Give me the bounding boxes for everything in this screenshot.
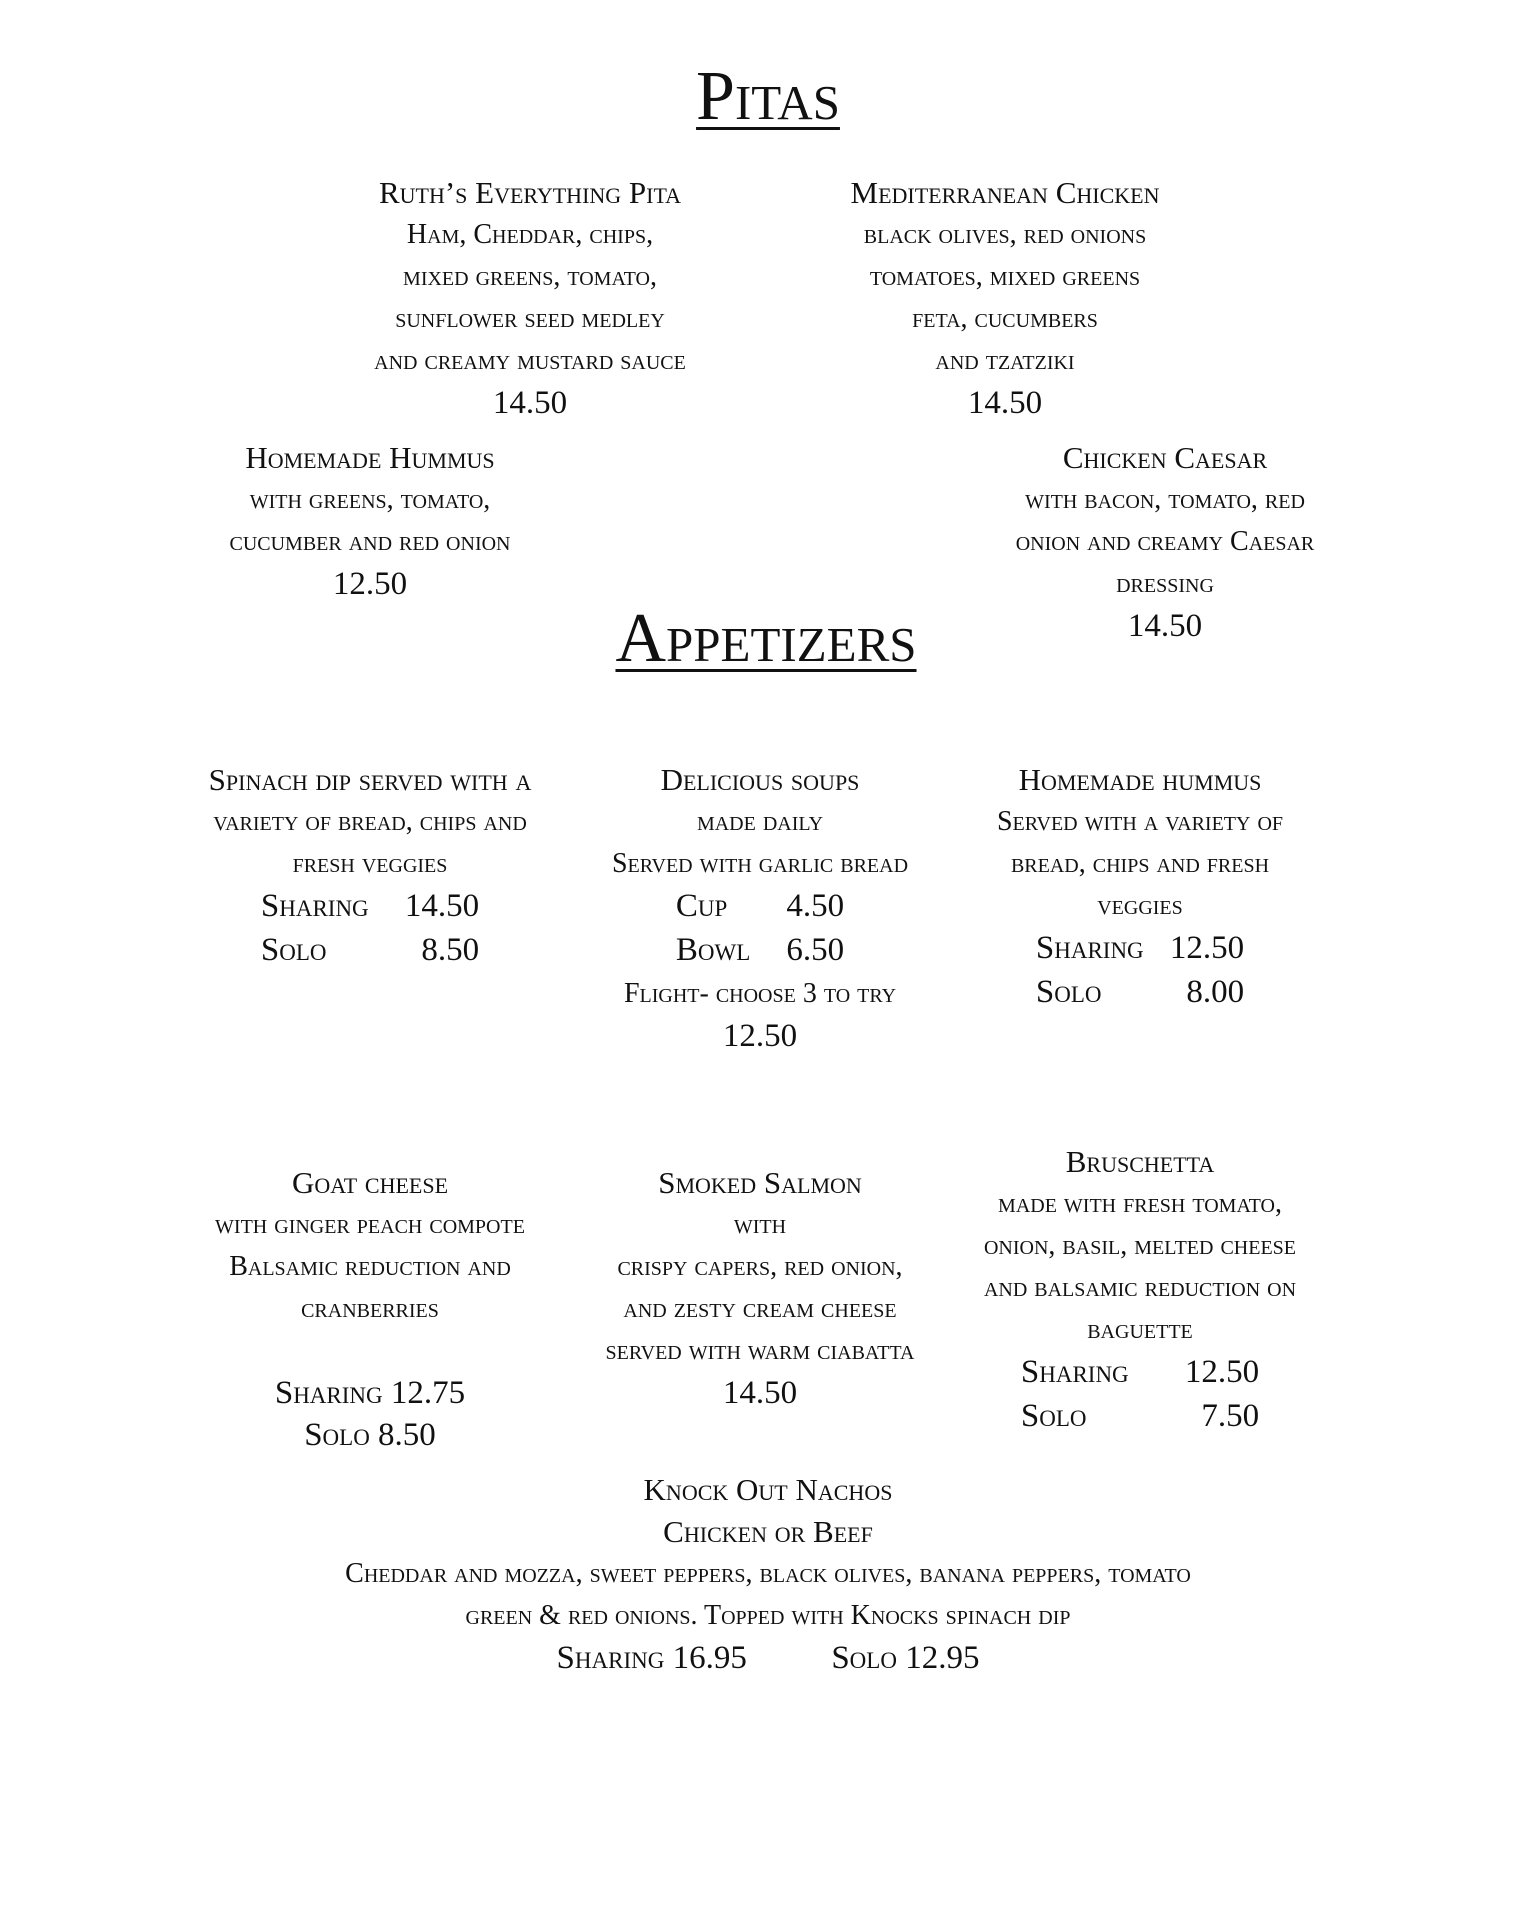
sharing-price-row <box>1036 927 1244 969</box>
item-desc: onion, basil, melted cheese <box>983 1230 1297 1261</box>
item-desc: baguette <box>1087 1314 1193 1345</box>
item-name: Chicken Caesar <box>1062 440 1268 475</box>
item-desc: crispy capers, red onion, <box>617 1251 903 1282</box>
item-name: Goat cheese <box>291 1165 449 1200</box>
item-name: Ruth’s Everything Pita <box>378 175 682 210</box>
item-name: Mediterranean Chicken <box>850 175 1160 210</box>
item-desc: green & red onions. Topped with Knocks spinach dip <box>465 1600 1071 1631</box>
item-desc: served with warm ciabatta <box>605 1335 915 1366</box>
item-desc: black olives, red onions <box>863 219 1147 250</box>
item-price: 14.50 <box>1127 608 1203 644</box>
solo-price-row <box>1036 971 1244 1013</box>
solo-price: Solo 8.50 <box>304 1417 436 1453</box>
solo-price: 8.00 <box>1186 974 1245 1010</box>
item-name: Spinach dip served with a <box>208 762 532 797</box>
item-desc: Cheddar and mozza, sweet peppers, black olives, banana peppers, tomato <box>345 1558 1191 1589</box>
spacer <box>170 1330 570 1372</box>
item-desc: and balsamic reduction on <box>983 1272 1297 1303</box>
item-desc: Ham, Cheddar, chips, <box>406 219 654 250</box>
solo-price: Solo 12.95 <box>831 1640 980 1676</box>
solo-label: Solo <box>1035 974 1102 1010</box>
item-desc: veggies <box>1097 890 1183 921</box>
item-desc: with <box>733 1209 787 1240</box>
item-desc: cucumber and red onion <box>229 526 511 557</box>
sharing-label: Sharing <box>1035 930 1144 966</box>
item-desc: with bacon, tomato, red <box>1025 484 1305 515</box>
item-desc: mixed greens, tomato, <box>403 261 657 292</box>
menu-item-homemade-hummus-appetizer <box>950 759 1330 1015</box>
cup-price: 4.50 <box>786 888 845 924</box>
price-row <box>168 1637 1368 1679</box>
sharing-price: Sharing 12.75 <box>274 1375 466 1411</box>
item-desc: and zesty cream cheese <box>623 1293 897 1324</box>
sharing-price: Sharing 16.95 <box>556 1640 747 1676</box>
menu-item-goat-cheese <box>170 1162 570 1456</box>
sharing-label: Sharing <box>260 888 369 924</box>
item-price: 14.50 <box>967 385 1043 421</box>
item-desc: Served with a variety of <box>996 806 1284 837</box>
item-price: 14.50 <box>492 385 568 421</box>
solo-price-row <box>261 929 479 971</box>
item-name: Homemade hummus <box>1018 762 1262 797</box>
cup-price-row <box>676 885 844 927</box>
sharing-price: 12.50 <box>1184 1354 1260 1390</box>
item-desc: Served with garlic bread <box>611 848 909 879</box>
solo-label: Solo <box>260 932 327 968</box>
menu-item-smoked-salmon <box>565 1162 955 1414</box>
item-desc: onion and creamy Caesar <box>1015 526 1315 557</box>
menu-item-homemade-hummus-pita <box>190 437 550 605</box>
flight-price: 12.50 <box>722 1018 798 1054</box>
item-desc: dressing <box>1116 568 1214 599</box>
cup-label: Cup <box>675 888 728 924</box>
sharing-price: 14.50 <box>404 888 480 924</box>
sharing-price-row <box>1021 1351 1259 1393</box>
item-name: Homemade Hummus <box>245 440 495 475</box>
solo-price-row <box>1021 1395 1259 1437</box>
bowl-price: 6.50 <box>786 932 845 968</box>
menu-item-ruths-pita <box>320 172 740 424</box>
menu-item-spinach-dip <box>170 759 570 973</box>
item-desc: Balsamic reduction and <box>229 1251 511 1282</box>
item-desc: feta, cucumbers <box>912 303 1098 334</box>
appetizers-title-text: Appetizers <box>615 600 917 677</box>
item-desc: variety of bread, chips and <box>213 806 527 837</box>
bowl-label: Bowl <box>675 932 751 968</box>
item-desc: made with fresh tomato, <box>998 1188 1282 1219</box>
sharing-label: Sharing <box>1020 1354 1129 1390</box>
item-desc: sunflower seed medley <box>395 303 665 334</box>
appetizers-title <box>0 600 1536 677</box>
item-desc: and tzatziki <box>935 345 1075 376</box>
solo-label: Solo <box>1020 1398 1087 1434</box>
sharing-price: 12.50 <box>1169 930 1245 966</box>
solo-price: 8.50 <box>421 932 480 968</box>
item-desc: with greens, tomato, <box>249 484 491 515</box>
menu-item-mediterranean-chicken <box>800 172 1210 424</box>
item-name: Delicious soups <box>660 762 860 797</box>
solo-price: 7.50 <box>1201 1398 1260 1434</box>
item-desc: fresh veggies <box>292 848 448 879</box>
item-price: 14.50 <box>722 1375 798 1411</box>
item-desc: cranberries <box>301 1293 439 1324</box>
flight-desc: Flight- choose 3 to try <box>623 978 897 1009</box>
menu-item-soups <box>565 759 955 1057</box>
pitas-title <box>0 58 1536 135</box>
item-name: Bruschetta <box>1065 1144 1215 1179</box>
menu-item-knock-out-nachos <box>168 1469 1368 1679</box>
item-desc: and creamy mustard sauce <box>374 345 686 376</box>
item-desc: bread, chips and fresh <box>1010 848 1270 879</box>
item-price: 12.50 <box>332 566 408 602</box>
pitas-title-text: Pitas <box>696 58 840 135</box>
item-subtitle: Chicken or Beef <box>663 1514 873 1549</box>
item-desc: with ginger peach compote <box>215 1209 525 1240</box>
item-name: Smoked Salmon <box>658 1165 862 1200</box>
sharing-price-row <box>261 885 479 927</box>
item-name: Knock Out Nachos <box>643 1472 893 1507</box>
item-desc: tomatoes, mixed greens <box>869 261 1141 292</box>
bowl-price-row <box>676 929 844 971</box>
item-desc: made daily <box>696 806 824 837</box>
menu-item-bruschetta <box>950 1141 1330 1439</box>
